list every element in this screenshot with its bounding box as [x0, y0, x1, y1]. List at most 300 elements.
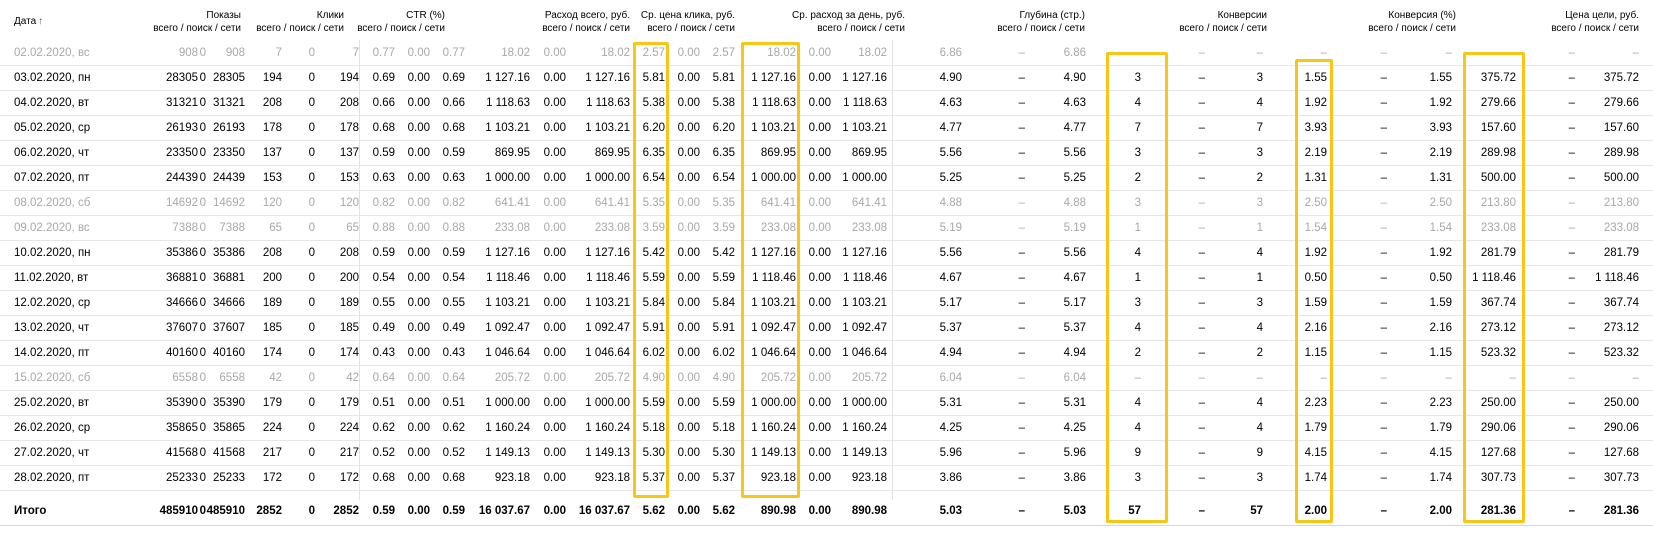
cell-depth-networks: 6.04	[1063, 372, 1086, 384]
total-row[interactable]	[0, 497, 1653, 526]
cell-cpc-total: 6.20	[642, 122, 665, 134]
cell-conversions-total: 2	[1134, 347, 1141, 359]
cell-goal-cost-total: –	[1509, 47, 1516, 59]
clicks-subtitle: всего / поиск / сети	[256, 23, 344, 34]
cell-conversion-rate-total: 1.15	[1304, 347, 1327, 359]
cell-depth-networks: 5.56	[1063, 147, 1086, 159]
cell-cpc-total: 5.30	[642, 447, 665, 459]
row-date: 15.02.2020, сб	[14, 372, 91, 384]
cell-cpc-search: 0.00	[677, 422, 700, 434]
cell-ctr-search: 0.00	[407, 297, 430, 309]
cell-clicks-networks: 153	[339, 172, 359, 184]
cell-daily-spend-networks: 1 149.13	[842, 447, 887, 459]
cell-ctr-total: 0.63	[372, 172, 395, 184]
cell-goal-cost-total: 375.72	[1480, 72, 1516, 84]
cell-cpc-networks: 5.30	[712, 447, 735, 459]
cell-conversions-total: 2	[1134, 172, 1141, 184]
cell-depth-networks: 5.31	[1063, 397, 1086, 409]
cell-clicks-search: 0	[308, 447, 315, 459]
cell-clicks-total: 217	[262, 447, 282, 459]
cell-ctr-total: 0.54	[372, 272, 395, 284]
cell-spend-search: 0.00	[543, 197, 566, 209]
daily-spend-subtitle: всего / поиск / сети	[817, 23, 905, 34]
table-row[interactable]	[0, 66, 1653, 91]
cell-spend-search: 0.00	[543, 472, 566, 484]
cell-conversion-rate-total: 1.55	[1304, 72, 1327, 84]
cell-ctr-total: 0.52	[372, 447, 395, 459]
cell-conversions-networks: 7	[1256, 122, 1263, 134]
row-date: 03.02.2020, пн	[14, 72, 91, 84]
cell-daily-spend-search: 0.00	[808, 297, 831, 309]
cell-conversions-networks: 9	[1256, 447, 1263, 459]
cell-impressions-search: 0	[199, 172, 206, 184]
cell-conversions-search: –	[1198, 347, 1205, 359]
cell-ctr-search: 0.00	[407, 372, 430, 384]
cell-conversion-rate-total: 1.54	[1304, 222, 1327, 234]
table-row[interactable]	[0, 266, 1653, 291]
cell-daily-spend-search: 0.00	[808, 72, 831, 84]
cell-impressions-networks: 31321	[213, 97, 245, 109]
column-header-cpc[interactable]	[641, 9, 735, 35]
cell-cpc-search: 0.00	[677, 122, 700, 134]
table-row[interactable]	[0, 91, 1653, 116]
sort-ascending-icon: ↑	[38, 16, 44, 27]
goal-cost-title: Цена цели, руб.	[1565, 10, 1639, 21]
cell-spend-search: 0.00	[543, 47, 566, 59]
cell-ctr-search: 0.00	[407, 422, 430, 434]
cell-cpc-search: 0.00	[677, 97, 700, 109]
column-header-daily-spend[interactable]	[792, 9, 905, 35]
cell-ctr-total: 0.55	[372, 297, 395, 309]
cell-cpc-search: 0.00	[677, 347, 700, 359]
cell-cpc-networks: 3.59	[712, 222, 735, 234]
cell-spend-networks: 1 127.16	[585, 247, 630, 259]
cell-goal-cost-networks: 250.00	[1603, 397, 1639, 409]
cell-daily-spend-search: 0.00	[808, 505, 831, 517]
cell-spend-search: 0.00	[543, 447, 566, 459]
column-header-date[interactable]	[14, 15, 43, 28]
cell-ctr-networks: 0.82	[442, 197, 465, 209]
cell-impressions-total: 35390	[166, 397, 198, 409]
cell-conversions-networks: 1	[1256, 272, 1263, 284]
cell-conversion-rate-networks: 4.15	[1429, 447, 1452, 459]
cell-clicks-total: 224	[262, 422, 282, 434]
cell-conversion-rate-search: –	[1380, 147, 1387, 159]
cpc-title: Ср. цена клика, руб.	[640, 10, 735, 21]
cell-conversion-rate-search: –	[1380, 347, 1387, 359]
row-date: 10.02.2020, пн	[14, 247, 91, 259]
table-row[interactable]	[0, 241, 1653, 266]
row-date: 11.02.2020, вт	[14, 272, 89, 284]
cell-goal-cost-total: 281.79	[1480, 247, 1516, 259]
cell-spend-total: 1 127.16	[485, 72, 530, 84]
cell-conversions-search: –	[1198, 97, 1205, 109]
cell-impressions-networks: 28305	[213, 72, 245, 84]
cell-goal-cost-search: –	[1568, 72, 1575, 84]
cell-conversions-networks: 4	[1256, 397, 1263, 409]
cell-conversions-total: 3	[1134, 147, 1141, 159]
cell-goal-cost-search: –	[1568, 47, 1575, 59]
column-header-impressions[interactable]	[153, 9, 241, 35]
cell-conversions-networks: 4	[1256, 322, 1263, 334]
cell-goal-cost-networks: 289.98	[1603, 147, 1639, 159]
column-header-clicks[interactable]	[256, 9, 344, 35]
cell-goal-cost-search: –	[1568, 422, 1575, 434]
cell-goal-cost-search: –	[1568, 472, 1575, 484]
cell-clicks-total: 172	[262, 472, 282, 484]
column-header-spend[interactable]	[542, 9, 630, 35]
cell-spend-total: 18.02	[501, 47, 530, 59]
cell-spend-total: 1 118.46	[486, 272, 530, 284]
cell-clicks-total: 185	[262, 322, 282, 334]
cell-conversion-rate-total: 2.19	[1304, 147, 1327, 159]
cell-conversions-networks: 3	[1256, 197, 1263, 209]
cell-conversion-rate-networks: 2.19	[1429, 147, 1452, 159]
row-date: 25.02.2020, вт	[14, 397, 90, 409]
cell-conversion-rate-search: –	[1380, 297, 1387, 309]
cell-conversion-rate-search: –	[1380, 447, 1387, 459]
cell-conversions-search: –	[1198, 472, 1205, 484]
cell-goal-cost-search: –	[1568, 197, 1575, 209]
cell-clicks-total: 153	[262, 172, 282, 184]
cell-impressions-search: 0	[199, 197, 206, 209]
cell-cpc-total: 5.62	[642, 505, 665, 517]
cell-depth-search: –	[1018, 297, 1025, 309]
table-row[interactable]	[0, 316, 1653, 341]
cell-conversion-rate-total: 1.92	[1304, 97, 1327, 109]
ctr-title: CTR (%)	[406, 10, 445, 21]
cell-impressions-total: 40160	[166, 347, 198, 359]
cell-clicks-total: 189	[262, 297, 282, 309]
cell-cpc-networks: 5.38	[712, 97, 735, 109]
cell-ctr-networks: 0.59	[442, 247, 465, 259]
cell-conversion-rate-networks: 1.15	[1429, 347, 1452, 359]
cell-depth-networks: 4.77	[1063, 122, 1086, 134]
cell-ctr-total: 0.82	[372, 197, 395, 209]
cell-depth-search: –	[1018, 372, 1025, 384]
cell-impressions-networks: 35386	[213, 247, 245, 259]
cell-daily-spend-networks: 233.08	[851, 222, 887, 234]
table-row[interactable]	[0, 341, 1653, 366]
cell-clicks-search: 0	[308, 347, 315, 359]
cell-conversions-networks: 2	[1256, 172, 1263, 184]
cell-cpc-total: 5.42	[642, 247, 665, 259]
highlight-conversion-rate-column	[1295, 59, 1333, 523]
cell-conversion-rate-networks: 2.23	[1429, 397, 1452, 409]
cell-conversions-networks: –	[1256, 372, 1263, 384]
cell-clicks-search: 0	[308, 97, 315, 109]
cell-daily-spend-networks: 1 092.47	[842, 322, 887, 334]
table-row[interactable]	[0, 191, 1653, 216]
cell-goal-cost-networks: 213.80	[1603, 197, 1639, 209]
depth-title: Глубина (стр.)	[1019, 10, 1085, 21]
cell-daily-spend-networks: 1 000.00	[842, 172, 887, 184]
cell-goal-cost-networks: –	[1632, 47, 1639, 59]
cell-depth-total: 5.37	[939, 322, 962, 334]
cell-ctr-networks: 0.66	[442, 97, 465, 109]
cell-spend-total: 205.72	[494, 372, 530, 384]
cell-goal-cost-search: –	[1568, 505, 1575, 517]
cell-ctr-search: 0.00	[407, 272, 430, 284]
table-row[interactable]	[0, 291, 1653, 316]
cell-spend-total: 1 092.47	[485, 322, 530, 334]
cell-ctr-networks: 0.59	[442, 505, 465, 517]
cell-impressions-total: 36881	[166, 272, 198, 284]
cell-clicks-networks: 200	[339, 272, 359, 284]
cell-daily-spend-total: 1 160.24	[751, 422, 796, 434]
cell-spend-search: 0.00	[543, 297, 566, 309]
cell-spend-search: 0.00	[543, 505, 566, 517]
cell-ctr-networks: 0.54	[442, 272, 465, 284]
cell-spend-networks: 1 046.64	[585, 347, 630, 359]
cell-conversion-rate-networks: –	[1445, 372, 1452, 384]
conversions-title: Конверсии	[1217, 10, 1267, 21]
cell-clicks-total: 137	[262, 147, 282, 159]
cell-impressions-networks: 25233	[213, 472, 245, 484]
cell-goal-cost-total: 127.68	[1480, 447, 1516, 459]
cell-ctr-networks: 0.68	[442, 472, 465, 484]
cell-depth-total: 5.31	[939, 397, 962, 409]
cell-depth-networks: 4.63	[1063, 97, 1086, 109]
cell-cpc-search: 0.00	[677, 447, 700, 459]
cell-spend-networks: 1 127.16	[585, 72, 630, 84]
cell-conversions-search: –	[1198, 505, 1205, 517]
cell-depth-networks: 4.67	[1063, 272, 1086, 284]
cell-conversions-search: –	[1198, 372, 1205, 384]
cell-depth-total: 4.94	[939, 347, 962, 359]
cell-conversion-rate-search: –	[1380, 422, 1387, 434]
cell-conversion-rate-search: –	[1380, 272, 1387, 284]
cell-ctr-total: 0.49	[372, 322, 395, 334]
cell-spend-networks: 1 149.13	[585, 447, 630, 459]
cell-depth-search: –	[1018, 397, 1025, 409]
cell-conversion-rate-total: –	[1320, 372, 1327, 384]
cell-conversions-search: –	[1198, 272, 1205, 284]
cell-spend-search: 0.00	[543, 172, 566, 184]
cell-depth-networks: 5.25	[1063, 172, 1086, 184]
cell-daily-spend-search: 0.00	[808, 147, 831, 159]
cell-clicks-search: 0	[308, 122, 315, 134]
cell-goal-cost-networks: 307.73	[1603, 472, 1639, 484]
cell-ctr-total: 0.68	[372, 472, 395, 484]
cell-daily-spend-networks: 1 127.16	[842, 72, 887, 84]
cell-conversions-networks: 2	[1256, 347, 1263, 359]
cell-clicks-search: 0	[308, 47, 315, 59]
cell-daily-spend-networks: 205.72	[851, 372, 887, 384]
row-date: 28.02.2020, пт	[14, 472, 90, 484]
table-row[interactable]	[0, 441, 1653, 466]
cell-spend-total: 16 037.67	[478, 505, 530, 517]
cell-cpc-networks: 6.20	[712, 122, 735, 134]
cell-clicks-networks: 172	[339, 472, 359, 484]
cell-conversion-rate-networks: 2.50	[1429, 197, 1452, 209]
cell-depth-search: –	[1018, 197, 1025, 209]
table-row[interactable]	[0, 166, 1653, 191]
cell-goal-cost-total: 273.12	[1480, 322, 1516, 334]
cell-goal-cost-search: –	[1568, 147, 1575, 159]
table-row[interactable]	[0, 41, 1653, 66]
row-date: 14.02.2020, пт	[14, 347, 90, 359]
cell-conversions-total: –	[1134, 372, 1141, 384]
cell-spend-total: 869.95	[494, 147, 530, 159]
cell-impressions-search: 0	[199, 247, 206, 259]
cell-goal-cost-total: 213.80	[1480, 197, 1516, 209]
cell-daily-spend-search: 0.00	[808, 122, 831, 134]
highlight-conversions-column	[1106, 52, 1168, 523]
cell-spend-networks: 18.02	[601, 47, 630, 59]
highlight-daily-spend-column	[741, 42, 800, 498]
cell-cpc-networks: 6.02	[712, 347, 735, 359]
cell-goal-cost-search: –	[1568, 397, 1575, 409]
clicks-title: Клики	[316, 10, 344, 21]
cell-conversions-search: –	[1198, 147, 1205, 159]
cell-conversion-rate-total: 2.16	[1304, 322, 1327, 334]
cell-goal-cost-networks: 279.66	[1603, 97, 1639, 109]
cell-spend-total: 923.18	[494, 472, 530, 484]
cell-conversions-search: –	[1198, 197, 1205, 209]
cell-daily-spend-total: 890.98	[760, 505, 796, 517]
column-header-depth[interactable]	[997, 9, 1085, 35]
cell-conversion-rate-networks: 1.92	[1429, 247, 1452, 259]
cell-impressions-search: 0	[199, 147, 206, 159]
cell-depth-total: 4.88	[939, 197, 962, 209]
cell-conversion-rate-total: 1.79	[1304, 422, 1327, 434]
cell-daily-spend-search: 0.00	[808, 322, 831, 334]
cell-conversions-networks: 4	[1256, 97, 1263, 109]
cell-ctr-networks: 0.68	[442, 122, 465, 134]
column-header-ctr[interactable]	[357, 9, 445, 35]
cell-conversion-rate-networks: 1.79	[1429, 422, 1452, 434]
cell-depth-networks: 4.88	[1063, 197, 1086, 209]
cell-spend-networks: 1 000.00	[585, 172, 630, 184]
cell-daily-spend-search: 0.00	[808, 47, 831, 59]
cell-spend-networks: 869.95	[594, 147, 630, 159]
column-header-goal-cost[interactable]	[1551, 9, 1639, 35]
cell-conversion-rate-networks: 2.00	[1429, 505, 1452, 517]
cell-depth-search: –	[1018, 247, 1025, 259]
table-row[interactable]	[0, 416, 1653, 441]
cell-goal-cost-networks: 233.08	[1603, 222, 1639, 234]
cell-daily-spend-search: 0.00	[808, 372, 831, 384]
table-row[interactable]	[0, 216, 1653, 241]
cell-cpc-networks: 2.57	[712, 47, 735, 59]
table-row[interactable]	[0, 466, 1653, 491]
table-row[interactable]	[0, 141, 1653, 166]
cell-impressions-networks: 24439	[213, 172, 245, 184]
cell-daily-spend-networks: 1 118.46	[843, 272, 887, 284]
cell-spend-search: 0.00	[543, 97, 566, 109]
cell-conversions-total: 3	[1134, 197, 1141, 209]
cell-clicks-networks: 179	[339, 397, 359, 409]
cell-conversions-total: 4	[1134, 397, 1141, 409]
cell-clicks-networks: 178	[339, 122, 359, 134]
column-header-conversions[interactable]	[1179, 9, 1267, 35]
cell-conversions-total: 3	[1134, 472, 1141, 484]
cell-impressions-networks: 908	[225, 47, 245, 59]
cell-daily-spend-search: 0.00	[808, 422, 831, 434]
cell-impressions-total: 28305	[166, 72, 198, 84]
cell-daily-spend-search: 0.00	[808, 472, 831, 484]
depth-subtitle: всего / поиск / сети	[997, 23, 1085, 34]
cell-clicks-search: 0	[308, 72, 315, 84]
cell-conversion-rate-search: –	[1380, 97, 1387, 109]
cell-conversion-rate-networks: 1.59	[1429, 297, 1452, 309]
cell-clicks-networks: 174	[339, 347, 359, 359]
impressions-title: Показы	[206, 10, 241, 21]
cell-depth-search: –	[1018, 422, 1025, 434]
cell-spend-total: 1 046.64	[485, 347, 530, 359]
cell-conversions-networks: 1	[1256, 222, 1263, 234]
cell-clicks-search: 0	[308, 272, 315, 284]
cell-goal-cost-search: –	[1568, 247, 1575, 259]
cell-goal-cost-total: 281.36	[1480, 505, 1516, 517]
cell-cpc-networks: 6.35	[712, 147, 735, 159]
cell-depth-networks: 5.37	[1063, 322, 1086, 334]
table-row[interactable]	[0, 116, 1653, 141]
cell-conversion-rate-networks: 1.74	[1429, 472, 1452, 484]
cell-spend-networks: 1 000.00	[585, 397, 630, 409]
cell-clicks-search: 0	[308, 322, 315, 334]
cell-conversion-rate-total: 1.92	[1304, 247, 1327, 259]
table-row[interactable]	[0, 391, 1653, 416]
cell-conversion-rate-search: –	[1380, 247, 1387, 259]
cell-cpc-total: 5.81	[642, 72, 665, 84]
cell-ctr-total: 0.43	[372, 347, 395, 359]
cell-impressions-networks: 37607	[213, 322, 245, 334]
cell-ctr-total: 0.88	[372, 222, 395, 234]
table-header	[0, 0, 1653, 38]
highlight-goal-cost-column	[1463, 52, 1525, 523]
cell-conversions-networks: 4	[1256, 422, 1263, 434]
table-row[interactable]	[0, 366, 1653, 391]
cell-depth-total: 4.63	[939, 97, 962, 109]
cell-cpc-total: 6.35	[642, 147, 665, 159]
cell-ctr-search: 0.00	[407, 447, 430, 459]
cell-ctr-networks: 0.88	[442, 222, 465, 234]
cell-depth-networks: 4.25	[1063, 422, 1086, 434]
cell-conversions-networks: –	[1256, 47, 1263, 59]
cell-impressions-networks: 23350	[213, 147, 245, 159]
cell-ctr-search: 0.00	[407, 247, 430, 259]
cell-daily-spend-total: 1 000.00	[751, 172, 796, 184]
conversion-rate-subtitle: всего / поиск / сети	[1368, 23, 1456, 34]
cell-spend-networks: 233.08	[594, 222, 630, 234]
cell-goal-cost-total: 289.98	[1480, 147, 1516, 159]
cell-clicks-search: 0	[308, 147, 315, 159]
cell-cpc-total: 5.35	[642, 197, 665, 209]
cell-ctr-search: 0.00	[407, 397, 430, 409]
cell-ctr-total: 0.59	[372, 247, 395, 259]
cell-impressions-networks: 485910	[206, 505, 245, 517]
cell-spend-total: 1 000.00	[485, 172, 530, 184]
cell-impressions-total: 6558	[172, 372, 198, 384]
cell-cpc-total: 5.84	[642, 297, 665, 309]
cell-daily-spend-search: 0.00	[808, 397, 831, 409]
cell-daily-spend-networks: 890.98	[851, 505, 887, 517]
cell-goal-cost-networks: 375.72	[1603, 72, 1639, 84]
cell-clicks-networks: 2852	[333, 505, 359, 517]
cell-depth-search: –	[1018, 272, 1025, 284]
column-header-conversion-rate[interactable]	[1368, 9, 1456, 35]
cell-cpc-networks: 5.91	[712, 322, 735, 334]
cell-conversions-total: 4	[1134, 422, 1141, 434]
cell-daily-spend-search: 0.00	[808, 197, 831, 209]
cell-goal-cost-total: 367.74	[1480, 297, 1516, 309]
cell-depth-networks: 4.90	[1063, 72, 1086, 84]
cell-depth-total: 5.56	[939, 247, 962, 259]
cell-daily-spend-search: 0.00	[808, 222, 831, 234]
cell-conversions-networks: 3	[1256, 472, 1263, 484]
